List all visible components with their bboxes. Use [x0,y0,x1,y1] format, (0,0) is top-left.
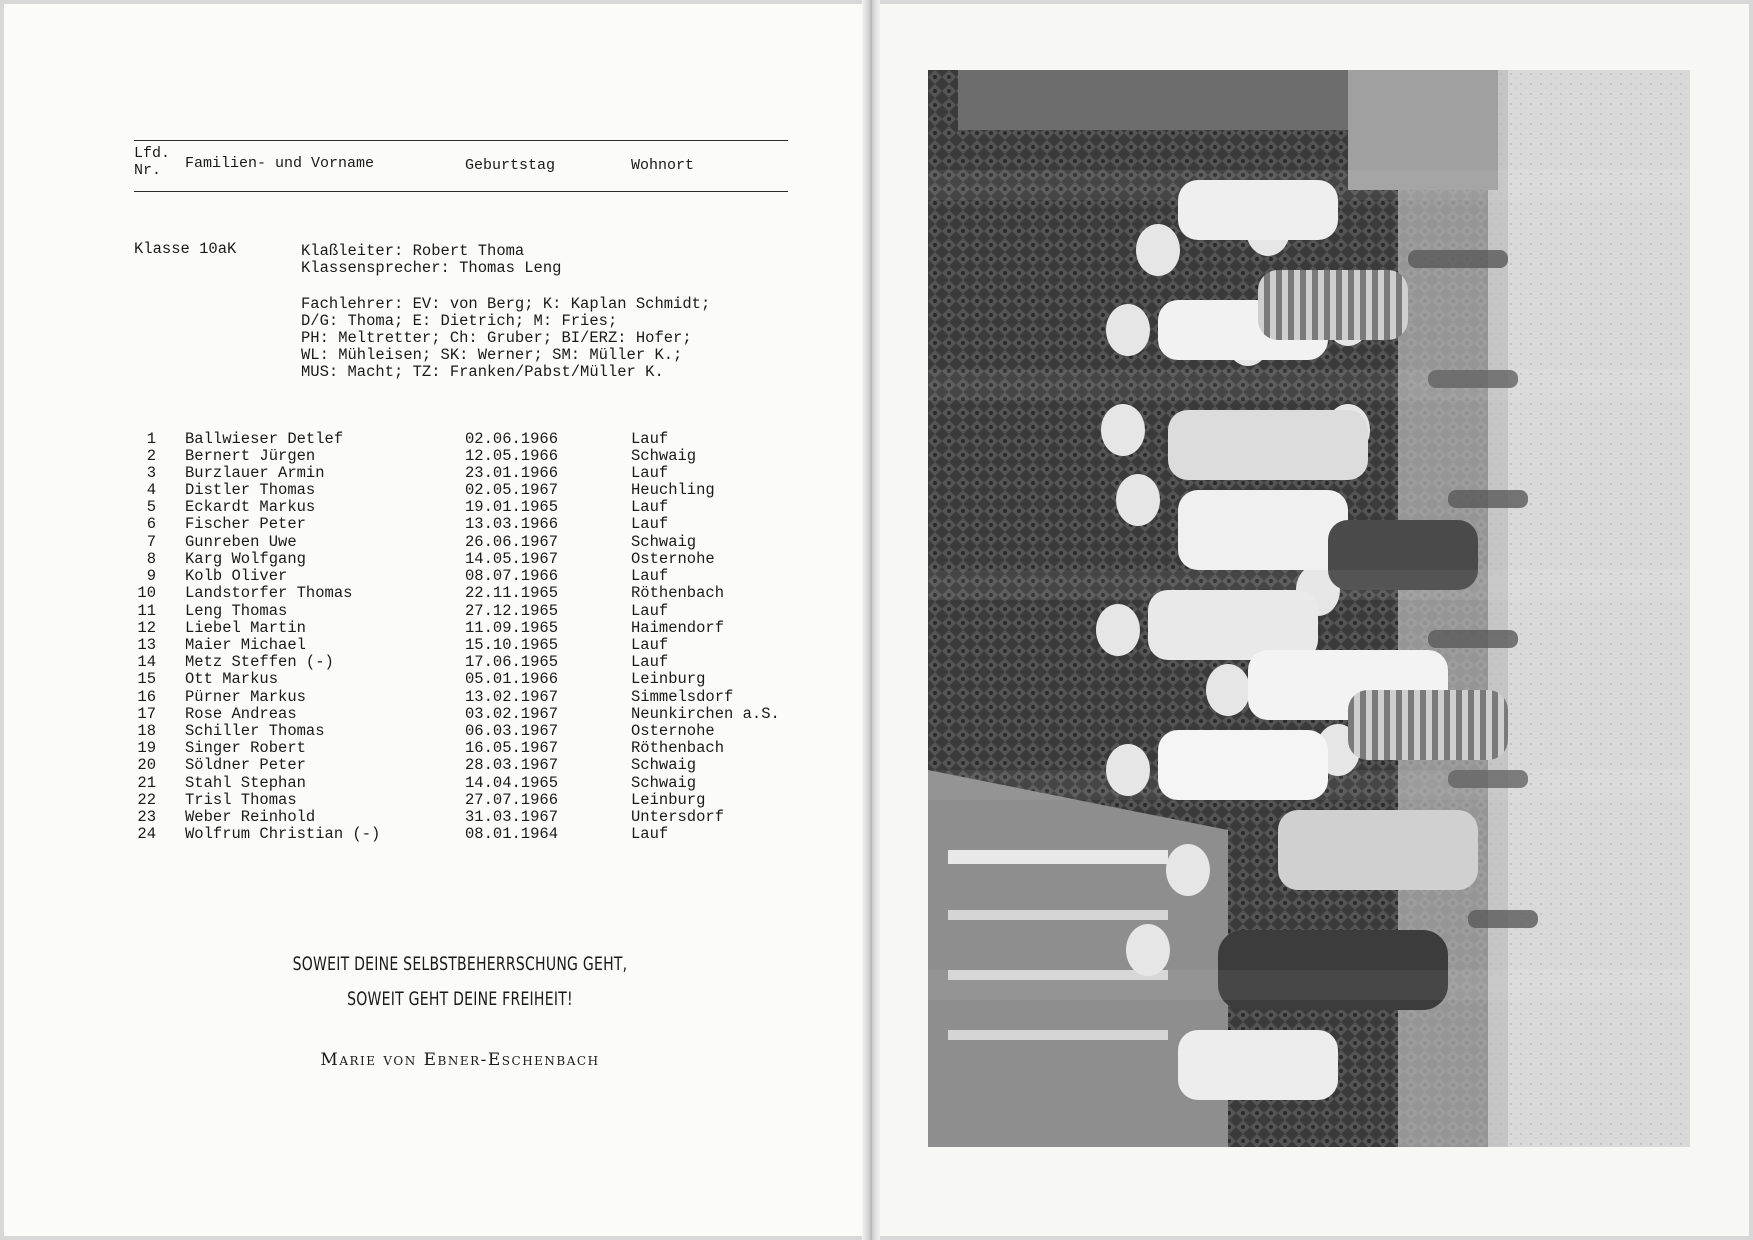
student-row [134,740,804,757]
student-row [134,465,804,482]
student-nr: 13 [137,636,156,654]
student-birthday: 03.02.1967 [465,705,559,723]
student-residence: Röthenbach [631,739,725,757]
student-residence: Heuchling [631,481,715,499]
student-residence: Schwaig [631,774,697,792]
student-name: Wolfrum Christian (-) [185,825,381,843]
student-name: Eckardt Markus [185,498,316,516]
student-nr: 3 [146,464,156,482]
student-birthday: 13.03.1966 [465,515,559,533]
student-nr: 11 [137,602,156,620]
student-name: Ballwieser Detlef [185,430,344,448]
name-column-header: Familien- und Vorname [185,155,375,172]
student-name: Burzlauer Armin [185,464,325,482]
student-residence: Lauf [631,636,669,654]
student-name: Rose Andreas [185,705,297,723]
student-name: Bernert Jürgen [185,447,316,465]
student-name: Leng Thomas [185,602,288,620]
page-gutter [862,0,880,1240]
student-birthday: 13.02.1967 [465,688,559,706]
student-residence: Osternohe [631,550,715,568]
header-bottom-rule [134,191,788,192]
student-birthday: 28.03.1967 [465,756,559,774]
student-name: Trisl Thomas [185,791,297,809]
student-name: Karg Wolfgang [185,550,306,568]
student-residence: Lauf [631,602,669,620]
student-birthday: 11.09.1965 [465,619,559,637]
student-name: Stahl Stephan [185,774,306,792]
student-nr: 8 [146,550,156,568]
subject-teachers-line: MUS: Macht; TZ: Franken/Pabst/Müller K. [301,363,664,381]
student-row [134,654,804,671]
student-birthday: 08.07.1966 [465,567,559,585]
student-residence: Schwaig [631,756,697,774]
student-name: Ott Markus [185,670,279,688]
student-nr: 10 [137,584,156,602]
student-birthday: 17.06.1965 [465,653,559,671]
residence-column-header: Wohnort [631,157,695,174]
student-residence: Simmelsdorf [631,688,734,706]
student-birthday: 15.10.1965 [465,636,559,654]
student-birthday: 27.12.1965 [465,602,559,620]
student-name: Pürner Markus [185,688,306,706]
student-name: Singer Robert [185,739,306,757]
student-row [134,757,804,774]
student-row [134,689,804,706]
student-birthday: 23.01.1966 [465,464,559,482]
student-residence: Schwaig [631,533,697,551]
class-name: Klasse 10aK [134,240,237,258]
nr-label-line1: Lfd. [134,145,171,162]
student-row [134,637,804,654]
student-birthday: 19.01.1965 [465,498,559,516]
class-teacher: Klaßleiter: Robert Thoma [301,242,525,260]
student-nr: 5 [146,498,156,516]
student-nr: 1 [146,430,156,448]
subject-teachers-line: WL: Mühleisen; SK: Werner; SM: Müller K.; [301,346,683,364]
student-nr: 6 [146,515,156,533]
student-residence: Untersdorf [631,808,725,826]
student-birthday: 02.05.1967 [465,481,559,499]
student-name: Metz Steffen (-) [185,653,334,671]
student-residence: Schwaig [631,447,697,465]
student-nr: 15 [137,670,156,688]
student-row [134,482,804,499]
quote-line-1: SOWEIT DEINE SELBSTBEHERRSCHUNG GEHT, [292,953,628,975]
student-name: Gunreben Uwe [185,533,297,551]
student-residence: Osternohe [631,722,715,740]
student-nr: 9 [146,567,156,585]
student-birthday: 16.05.1967 [465,739,559,757]
student-row [134,775,804,792]
student-residence: Lauf [631,498,669,516]
student-nr: 24 [137,825,156,843]
quote-line-2: SOWEIT GEHT DEINE FREIHEIT! [347,988,573,1010]
student-residence: Lauf [631,567,669,585]
student-row [134,826,804,843]
student-row [134,706,804,723]
student-birthday: 14.04.1965 [465,774,559,792]
student-name: Landstorfer Thomas [185,584,353,602]
header-top-rule [134,140,788,141]
nr-label-line2: Nr. [134,162,162,179]
class-group-photo-icon [928,70,1690,1147]
student-row [134,534,804,551]
student-birthday: 05.01.1966 [465,670,559,688]
student-nr: 16 [137,688,156,706]
student-row [134,516,804,533]
student-birthday: 02.06.1966 [465,430,559,448]
class-group-photo [928,70,1690,1147]
student-residence: Lauf [631,653,669,671]
student-row [134,551,804,568]
student-name: Kolb Oliver [185,567,288,585]
student-row [134,792,804,809]
student-nr: 18 [137,722,156,740]
student-birthday: 14.05.1967 [465,550,559,568]
student-residence: Lauf [631,430,669,448]
subject-teachers-line: D/G: Thoma; E: Dietrich; M: Fries; [301,312,618,330]
class-speaker: Klassensprecher: Thomas Leng [301,259,562,277]
student-residence: Neunkirchen a.S. [631,705,780,723]
student-residence: Leinburg [631,670,706,688]
student-birthday: 31.03.1967 [465,808,559,826]
student-residence: Lauf [631,515,669,533]
subject-teachers-line: Fachlehrer: EV: von Berg; K: Kaplan Schmidt; [301,295,711,313]
student-residence: Lauf [631,825,669,843]
student-birthday: 26.06.1967 [465,533,559,551]
student-residence: Lauf [631,464,669,482]
student-birthday: 12.05.1966 [465,447,559,465]
student-nr: 4 [146,481,156,499]
student-birthday: 06.03.1967 [465,722,559,740]
student-nr: 21 [137,774,156,792]
student-nr: 20 [137,756,156,774]
student-nr: 7 [146,533,156,551]
student-nr: 14 [137,653,156,671]
student-name: Fischer Peter [185,515,306,533]
student-residence: Haimendorf [631,619,725,637]
student-row [134,448,804,465]
student-row [134,499,804,516]
student-nr: 12 [137,619,156,637]
subject-teachers-line: PH: Meltretter; Ch: Gruber; BI/ERZ: Hofer; [301,329,692,347]
student-name: Weber Reinhold [185,808,316,826]
student-birthday: 08.01.1964 [465,825,559,843]
student-residence: Röthenbach [631,584,725,602]
student-row [134,671,804,688]
student-birthday: 27.07.1966 [465,791,559,809]
student-nr: 17 [137,705,156,723]
student-row [134,723,804,740]
birthday-column-header: Geburtstag [465,157,556,174]
student-row [134,585,804,602]
student-name: Schiller Thomas [185,722,325,740]
student-name: Liebel Martin [185,619,306,637]
student-residence: Leinburg [631,791,706,809]
student-nr: 19 [137,739,156,757]
student-row [134,568,804,585]
student-birthday: 22.11.1965 [465,584,559,602]
student-name: Söldner Peter [185,756,306,774]
student-row [134,620,804,637]
student-row [134,431,804,448]
student-name: Maier Michael [185,636,306,654]
student-row [134,809,804,826]
student-nr: 2 [146,447,156,465]
quote-author: Marie von Ebner-Eschenbach [320,1050,600,1070]
student-nr: 22 [137,791,156,809]
student-nr: 23 [137,808,156,826]
student-name: Distler Thomas [185,481,316,499]
student-row [134,603,804,620]
